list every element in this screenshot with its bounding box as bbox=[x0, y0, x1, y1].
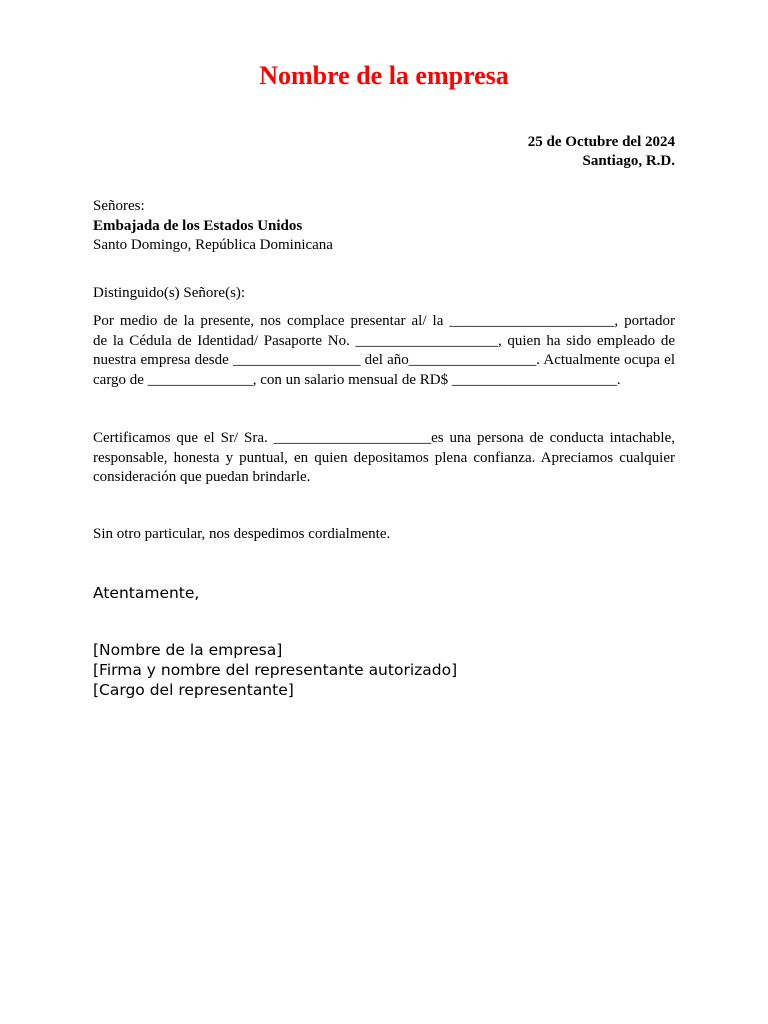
letter-place: Santiago, R.D. bbox=[582, 153, 675, 169]
signature-position: [Cargo del representante] bbox=[93, 681, 294, 699]
addressee-organization: Embajada de los Estados Unidos bbox=[93, 217, 303, 234]
addressee-salutation: Señores: bbox=[93, 198, 145, 214]
paragraph-line: nuestra empresa desde _________________ del año_________________. Actualmente ocupa el bbox=[93, 352, 675, 368]
company-title: Nombre de la empresa bbox=[259, 61, 509, 90]
greeting: Distinguido(s) Señore(s): bbox=[93, 285, 246, 301]
body-paragraph-introduction bbox=[93, 312, 675, 390]
paragraph-line: consideración que puedan brindarle. bbox=[93, 469, 311, 485]
closing: Atentamente, bbox=[93, 584, 200, 602]
signature-representative: [Firma y nombre del representante autorizado] bbox=[93, 661, 458, 679]
paragraph-line: Certificamos que el Sr/ Sra. _____________________es una persona de conducta intachable, bbox=[93, 430, 675, 446]
signature-block bbox=[93, 640, 457, 700]
paragraph-line: Por medio de la presente, nos complace presentar al/ la ______________________, portador bbox=[93, 313, 675, 329]
paragraph-line: de la Cédula de Identidad/ Pasaporte No. ___________________, quien ha sido empleado de bbox=[93, 332, 675, 349]
body-paragraph-farewell: Sin otro particular, nos despedimos cordialmente. bbox=[93, 526, 391, 542]
signature-company: [Nombre de la empresa] bbox=[93, 641, 283, 659]
body-paragraph-certification bbox=[93, 429, 675, 488]
addressee-location: Santo Domingo, República Dominicana bbox=[93, 237, 333, 253]
addressee-block bbox=[93, 197, 333, 256]
letter-date: 25 de Octubre del 2024 bbox=[527, 134, 675, 150]
paragraph-line: responsable, honesta y puntual, en quien depositamos plena confianza. Apreciamos cualquier bbox=[93, 449, 675, 466]
paragraph-line: cargo de ______________, con un salario mensual de RD$ ______________________. bbox=[93, 371, 621, 388]
date-place-block bbox=[528, 133, 675, 171]
